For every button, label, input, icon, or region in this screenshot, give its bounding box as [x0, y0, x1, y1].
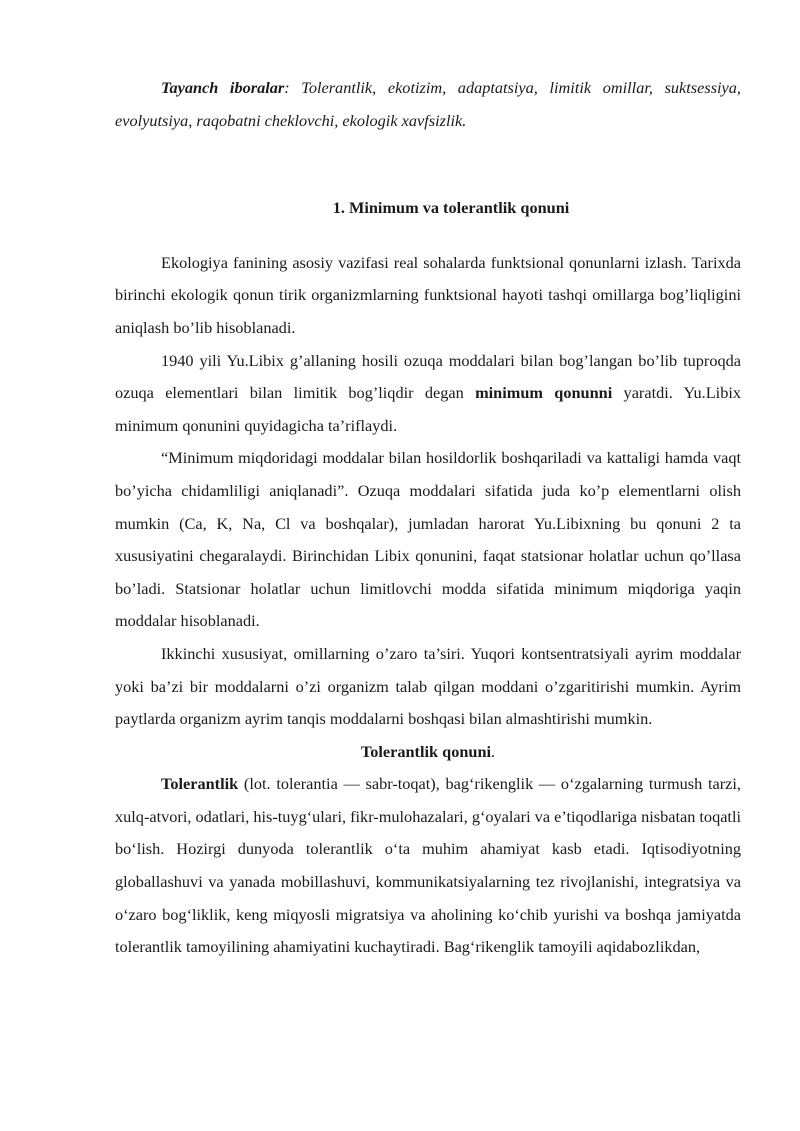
section-heading: 1. Minimum va tolerantlik qonuni: [332, 198, 570, 218]
tolerance-definition: (lot. tolerantia — sabr-toqat), bag‘rikenglik — o‘zgalarning turmush tarzi, xulq-atvori, odatlari, his-tuyg‘ulari, fikr-mulohazalari, g‘oyalari va e’tiqodlariga nisbatan toqatli bo‘lish. Hozirgi dunyoda tolerantlik o‘ta muhim ahamiyat kasb etadi. Iqtisodiyotning globallashuvi va yanada mobillashuvi, kommunikatsiyalarning tez rivojlanishi, integratsiya va o‘zaro bog‘liklik, keng miqyosli migratsiya va aholining ko‘chib yurishi va boshqa jamiyatda tolerantlik tamoyilining ahamiyatini kuchaytiradi. Bag‘rikenglik tamoyili aqidabozlikdan,: [115, 774, 742, 957]
keywords-list: Tolerantlik, ekotizim, adaptatsiya, limitik omillar, suktsessiya, evolyutsiya, raqobatni cheklovchi, ekologik xavfsizlik.: [115, 78, 741, 130]
subheading-text: Tolerantlik qonuni: [360, 741, 492, 761]
paragraph-2-text-start: 1940 yili Yu.Libix g’allaning hosili ozuqa moddalari bilan bog’langan bo’lib tuproqda ozuqa elementlari bilan limitik bog’liqdir degan: [115, 350, 741, 403]
spacer: [115, 137, 741, 192]
keywords-label: Tayanch iboralar: [161, 78, 285, 97]
keywords-paragraph: [115, 72, 741, 137]
paragraph-2-bold-term: minimum qonunni: [475, 383, 613, 403]
paragraph-2: [115, 345, 741, 443]
paragraph-1: Ekologiya fanining asosiy vazifasi real sohalarda funktsional qonunlarni izlash. Tarixda birinchi ekologik qonun tirik organizmlarning funktsional hayoti tashqi omillarga bog’liqligini aniqlash bo’lib hisoblanadi.: [115, 252, 741, 337]
paragraph-2-text-end: yaratdi. Yu.Libix minimum qonunini quyidagicha ta’riflaydi.: [115, 383, 741, 435]
keywords-separator: :: [284, 78, 290, 97]
document-page: [115, 72, 741, 964]
tolerance-term: Tolerantlik: [161, 774, 239, 794]
subheading-dot: .: [491, 741, 496, 761]
paragraph-3: “Minimum miqdoridagi moddalar bilan hosildorlik boshqariladi va kattaligi hamda vaqt bo’yicha chidamliligi aniqlanadi”. Ozuqa moddalari sifatida juda ko’p elementlarni olish mumkin (Ca, K, Na, Cl va boshqalar), jumladan harorat Yu.Libixning bu qonuni 2 ta xususiyatini chegaralaydi. Birinchidan Libix qonunini, faqat statsionar holatlar uchun qo’llasa bo’ladi. Statsionar holatlar uchun limitlovchi modda sifatida minimum miqdoriga yaqin moddalar hisoblanadi.: [115, 448, 741, 631]
paragraph-4: Ikkinchi xususiyat, omillarning o’zaro ta’siri. Yuqori kontsentratsiyali ayrim moddalar yoki ba’zi bir moddalarni o’zi organizm talab qilgan moddani o’zgaritirishi mumkin. Ayrim paytlarda organizm ayrim tanqis moddalarni boshqasi bilan almashtirishi mumkin.: [115, 643, 741, 729]
spacer: [115, 225, 741, 247]
subheading: [115, 736, 741, 769]
paragraph-tolerance: [115, 768, 741, 964]
